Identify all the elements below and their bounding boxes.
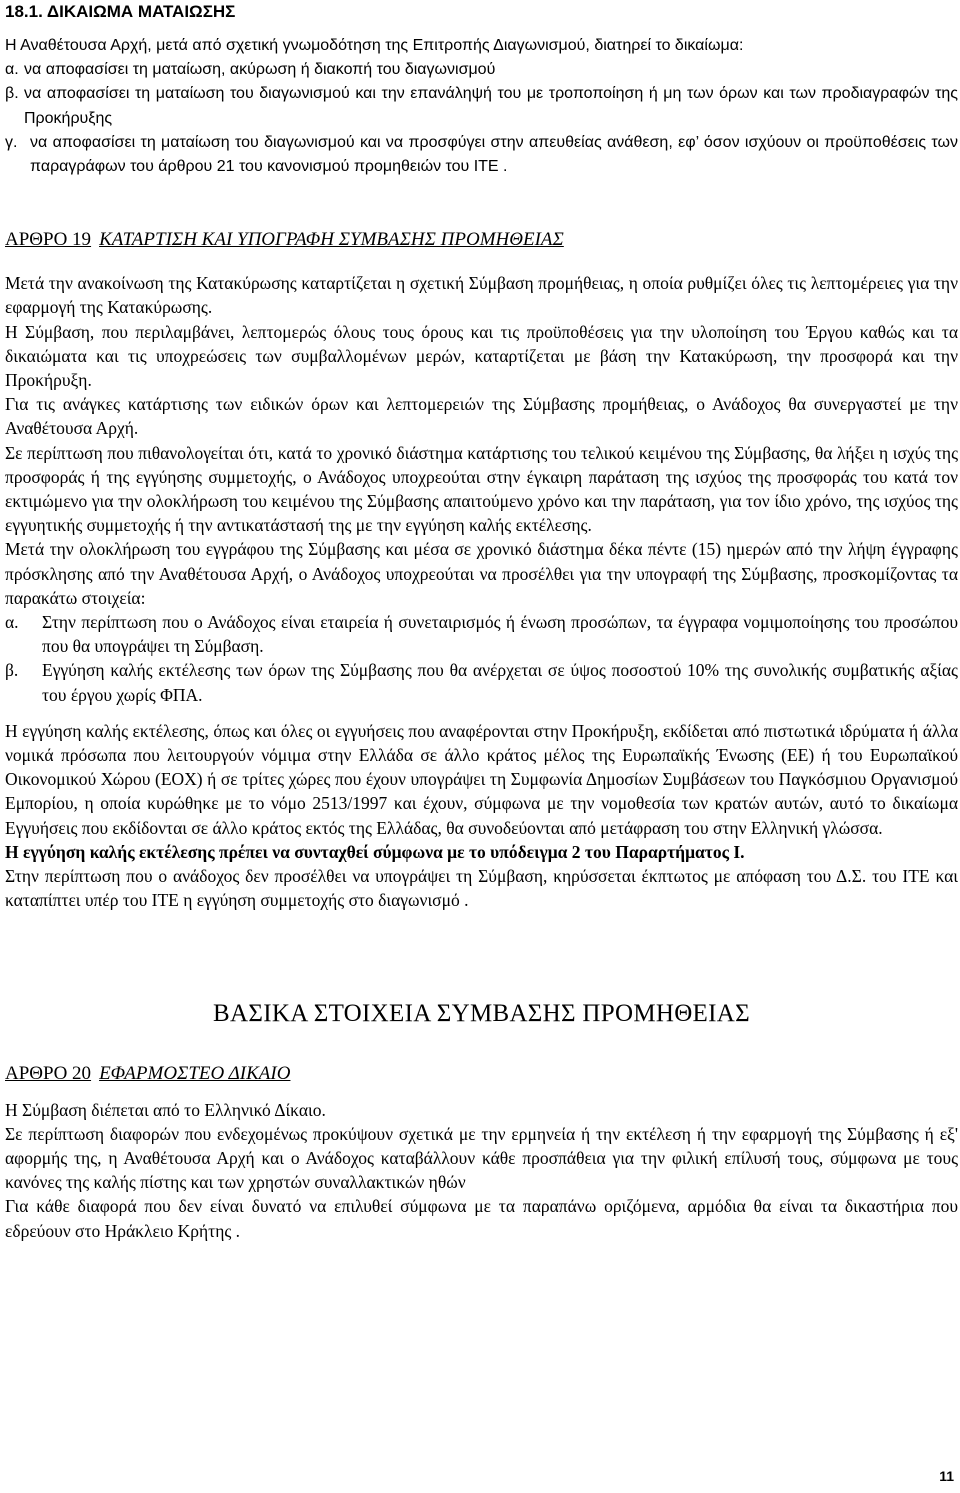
list-item-text: να αποφασίσει τη ματαίωση του διαγωνισμού και την επανάληψή του με τροποποίηση ή μη των όρων και των προδιαγραφών της Προκήρυξης — [24, 85, 958, 127]
article-19-heading — [5, 228, 958, 252]
list-item-text: να αποφασίσει τη ματαίωση, ακύρωση ή διακοπή του διαγωνισμού — [24, 61, 496, 79]
article-19-body — [5, 271, 958, 912]
article-20-body — [5, 1098, 958, 1243]
bold-paragraph: Η εγγύηση καλής εκτέλεσης πρέπει να συνταχθεί σύμφωνα με το υπόδειγμα 2 του Παραρτήματος Ι. — [5, 841, 745, 862]
list-item-label: α. — [5, 61, 19, 79]
list-item — [5, 82, 958, 130]
list-item-label: α. — [5, 612, 19, 633]
list-item-label: γ. — [5, 133, 18, 151]
list-item — [5, 58, 958, 82]
document-page — [5, 0, 958, 1243]
paragraph: Σε περίπτωση που πιθανολογείται ότι, κατά το χρονικό διάστημα κατάρτισης του τελικού κειμένου της Σύμβασης, θα λήξει η ισχύς της προσφοράς ή της εγγύησης συμμετοχής, ο Ανάδοχος υποχρεούται στην έγκαιρη παράταση της ισχύος της προσφοράς του κατά τον εκτιμώμενο για την ολοκλήρωση του κειμένου της Σύμβασης απαιτούμενο χρόνο και την παράταση, για τον ίδιο χρόνο, της ισχύος της εγγυητικής συμμετοχής ή την αντικατάστασή της με την εγγύηση καλής εκτέλεσης. — [5, 442, 958, 536]
page-number: 11 — [939, 1468, 954, 1484]
main-heading: ΒΑΣΙΚΑ ΣΤΟΙΧΕΙΑ ΣΥΜΒΑΣΗΣ ΠΡΟΜΗΘΕΙΑΣ — [213, 999, 750, 1027]
list-item — [5, 658, 958, 706]
list-item-text: Εγγύηση καλής εκτέλεσης των όρων της Σύμβασης που θα ανέρχεται σε ύψος ποσοστού 10% της συνολικής συμβατικής αξίας του έργου χωρίς ΦΠΑ. — [42, 660, 958, 705]
article-20-heading — [5, 1062, 958, 1086]
paragraph: Μετά την ανακοίνωση της Κατακύρωσης καταρτίζεται η σχετική Σύμβαση προμήθειας, η οποία ρυθμίζει όλες τις λεπτομέρειες για την εφαρμογή της Κατακύρωσης. — [5, 273, 958, 318]
article-number: ΑΡΘΡΟ 20 — [5, 1062, 92, 1084]
section-title: 18.1. ΔΙΚΑΙΩΜΑ ΜΑΤΑΙΩΣΗΣ — [5, 2, 236, 21]
list-item-text: να αποφασίσει τη ματαίωση του διαγωνισμού και να προσφύγει στην απευθείας ανάθεση, εφ’ όσον ισχύουν οι προϋποθέσεις των παραγράφων του άρθρου 21 του κανονισμού προμηθειών του ΙΤΕ . — [30, 133, 958, 176]
list-item-text: Στην περίπτωση που ο Ανάδοχος είναι εταιρεία ή συνεταιρισμός ή ένωση προσώπων, τα έγγραφα νομιμοποίησης του προσώπου που θα υπογράψει τη Σύμβαση. — [42, 612, 958, 657]
list-item — [5, 131, 958, 179]
list-item-label: β. — [5, 660, 19, 681]
section-body — [5, 34, 958, 179]
paragraph: Μετά την ολοκλήρωση του εγγράφου της Σύμβασης και μέσα σε χρονικό διάστημα δέκα πέντε (15) ημερών από την λήψη έγγραφης πρόσκλησης από την Αναθέτουσα Αρχή, ο Ανάδοχος υποχρεούται να προσέλθει για την υπογραφή της Σύμβασης, προσκομίζοντας τα παρακάτω στοιχεία: — [5, 539, 958, 608]
list-item — [5, 610, 958, 658]
section-intro: Η Αναθέτουσα Αρχή, μετά από σχετική γνωμοδότηση της Επιτροπής Διαγωνισμού, διατηρεί το δικαίωμα: — [5, 37, 744, 54]
paragraph: Η εγγύηση καλής εκτέλεσης, όπως και όλες οι εγγυήσεις που αναφέρονται στην Προκήρυξη, εκδίδεται από πιστωτικά ιδρύματα ή άλλα νομικά πρόσωπα που λειτουργούν νόμιμα στην Ελλάδα σε άλλο κράτος μέλος της Ευρωπαϊκής Ένωσης (ΕΕ) ή του Ευρωπαϊκού Οικονομικού Χώρου (ΕΟΧ) ή σε τρίτες χώρες που έχουν υπογράψει τη Συμφωνία Δημοσίων Συμβάσεων του Παγκόσμιου Οργανισμού Εμπορίου, η οποία κυρώθηκε με το νόμο 2513/1997 και έχουν, σύμφωνα με την νομοθεσία των κρατών αυτών, αυτό το δικαίωμα Εγγυήσεις που εκδίδονται σε άλλο κράτος εκτός της Ελλάδας, θα συνοδεύονται από μετάφραση του στην Ελληνική γλώσσα. — [5, 720, 958, 838]
article-title: ΕΦΑΡΜΟΣΤΕΟ ΔΙΚΑΙΟ — [99, 1062, 291, 1084]
article-number: ΑΡΘΡΟ 19 — [5, 229, 92, 251]
article-title: ΚΑΤΑΡΤΙΣΗ ΚΑΙ ΥΠΟΓΡΑΦΗ ΣΥΜΒΑΣΗΣ ΠΡΟΜΗΘΕΙΑΣ — [99, 229, 564, 251]
paragraph: Στην περίπτωση που ο ανάδοχος δεν προσέλθει να υπογράψει τη Σύμβαση, κηρύσσεται έκπτωτος με απόφαση του Δ.Σ. του ΙΤΕ και καταπίπτει υπέρ του ΙΤΕ η εγγύηση συμμετοχής στο διαγωνισμό . — [5, 866, 958, 911]
paragraph: Για τις ανάγκες κατάρτισης των ειδικών όρων και λεπτομερειών της Σύμβασης προμήθειας, ο Ανάδοχος θα συνεργαστεί με την Αναθέτουσα Αρχή. — [5, 394, 958, 439]
paragraph: Η Σύμβαση, που περιλαμβάνει, λεπτομερώς όλους τους όρους και τις προϋποθέσεις για την υλοποίηση του Έργου καθώς και τα δικαιώματα και τις υποχρεώσεις των συμβαλλομένων μερών, καταρτίζεται με βάση την Κατακύρωση, την προσφορά και την Προκήρυξη. — [5, 321, 958, 391]
paragraph: Σε περίπτωση διαφορών που ενδεχομένως προκύψουν σχετικά με την ερμηνεία ή την εκτέλεση ή την εφαρμογή της Σύμβασης ή εξ' αφορμής της, η Αναθέτουσα Αρχή και ο Ανάδοχος καταβάλλουν κάθε προσπάθεια για την φιλική επίλυσή τους, σύμφωνα με τους κανόνες της καλής πίστης και των χρηστών συναλλακτικών ηθών — [5, 1123, 958, 1193]
paragraph: Η Σύμβαση διέπεται από το Ελληνικό Δίκαιο. — [5, 1099, 326, 1120]
paragraph: Για κάθε διαφορά που δεν είναι δυνατό να επιλυθεί σύμφωνα με τα παραπάνω οριζόμενα, αρμόδια θα είναι τα δικαστήρια που εδρεύουν στο Ηράκλειο Κρήτης . — [5, 1196, 958, 1241]
list-item-label: β. — [5, 85, 19, 103]
